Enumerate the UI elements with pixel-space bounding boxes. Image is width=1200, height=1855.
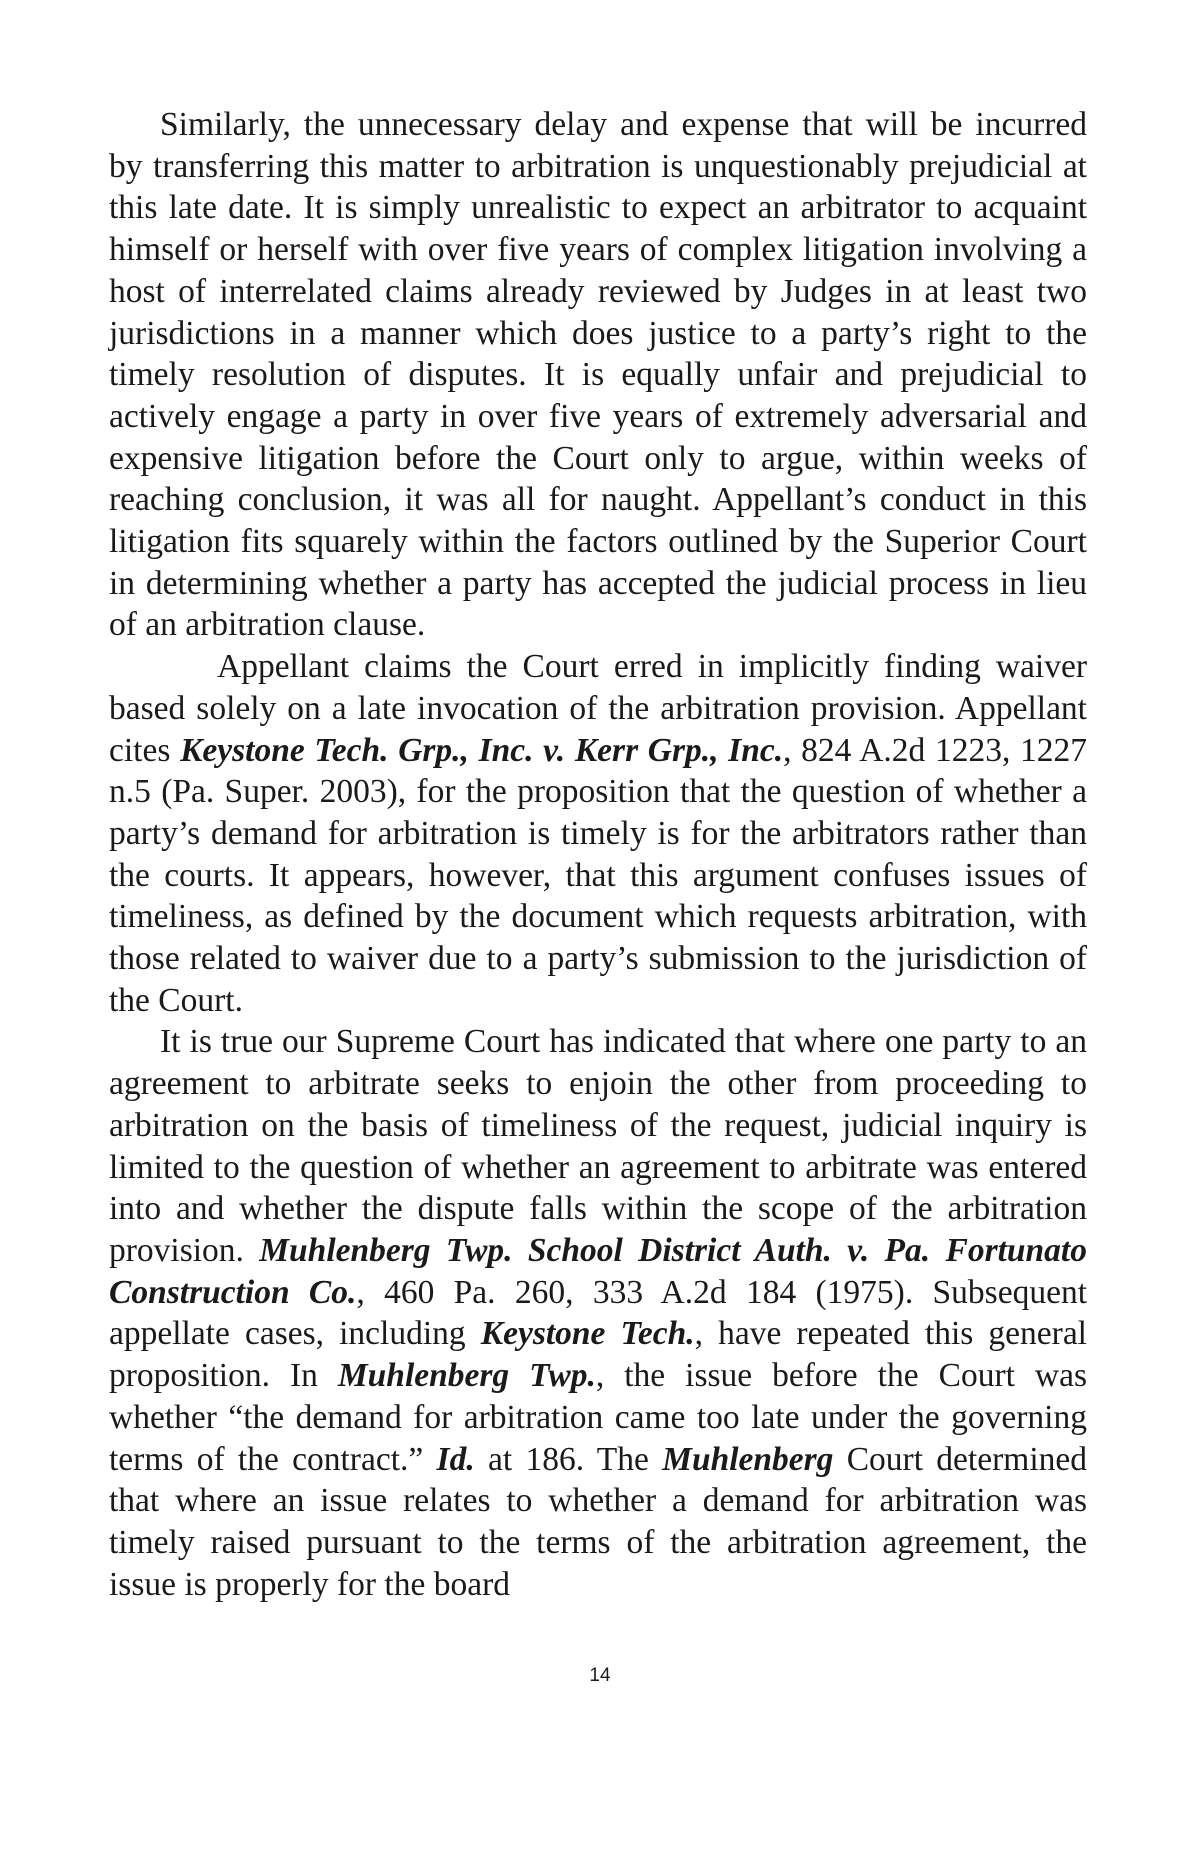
paragraph-text: , the issue before the Court was whether “the demand for arbitration came too late under the governing terms of the contract.”	[109, 1357, 1087, 1478]
paragraph-text: It is true our Supreme Court has indicated that where one party to an agreement to arbitrate seeks to enjoin the other from proceeding to arbitration on the basis of timeliness of the request, judicial inquiry is limited to the question of whether an agreement to arbitrate was entered into and whether the dispute falls within the scope of the arbitration provision.	[109, 1023, 1087, 1269]
paragraph	[109, 104, 1087, 646]
paragraph-text: , have repeated this general proposition. In	[109, 1315, 1087, 1395]
paragraph-text: Court determined that where an issue relates to whether a demand for arbitration was timely raised pursuant to the terms of the arbitration agreement, the issue is properly for the board	[109, 1440, 1087, 1603]
case-citation: Id.	[436, 1440, 475, 1478]
page-number: 14	[589, 1665, 611, 1686]
case-citation: Muhlenberg Twp.	[337, 1357, 596, 1395]
paragraph-text: at 186. The	[474, 1440, 663, 1478]
paragraph-text: Appellant claims the Court erred in implicitly finding waiver based solely on a late invocation of the arbitration provision. Appellant cites	[109, 648, 1087, 769]
paragraph	[109, 646, 1087, 1021]
paragraph	[109, 1021, 1087, 1605]
paragraph-text: Similarly, the unnecessary delay and expense that will be incurred by transferring this matter to arbitration is unquestionably prejudicial at this late date. It is simply unrealistic to expect an arbitrator to acquaint himself or herself with over five years of complex litigation involving a host of interrelated claims already reviewed by Judges in at least two jurisdictions in a manner which does justice to a party’s right to the timely resolution of disputes. It is equally unfair and prejudicial to actively engage a party in over five years of extremely adversarial and expensive litigation before the Court only to argue, within weeks of reaching conclusion, it was all for naught. Appellant’s conduct in this litigation fits squarely within the factors outlined by the Superior Court in determining whether a party has accepted the judicial process in lieu of an arbitration clause.	[109, 106, 1087, 644]
case-citation: Muhlenberg	[662, 1440, 834, 1478]
case-citation: Keystone Tech.	[480, 1315, 695, 1353]
case-citation: Keystone Tech. Grp., Inc. v. Kerr Grp., Inc.	[180, 731, 784, 769]
body-text	[109, 104, 1087, 1605]
case-citation: Muhlenberg Twp. School District Auth. v. Pa. Fortunato Construction Co.	[109, 1231, 1087, 1311]
paragraph-text: , 824 A.2d 1223, 1227 n.5 (Pa. Super. 2003), for the proposition that the question of whether a party’s demand for arbitration is timely is for the arbitrators rather than the courts. It appears, however, that this argument confuses issues of timeliness, as defined by the document which requests arbitration, with those related to waiver due to a party’s submission to the jurisdiction of the Court.	[109, 731, 1087, 1019]
paragraph-text: , 460 Pa. 260, 333 A.2d 184 (1975). Subsequent appellate cases, including	[109, 1273, 1087, 1353]
